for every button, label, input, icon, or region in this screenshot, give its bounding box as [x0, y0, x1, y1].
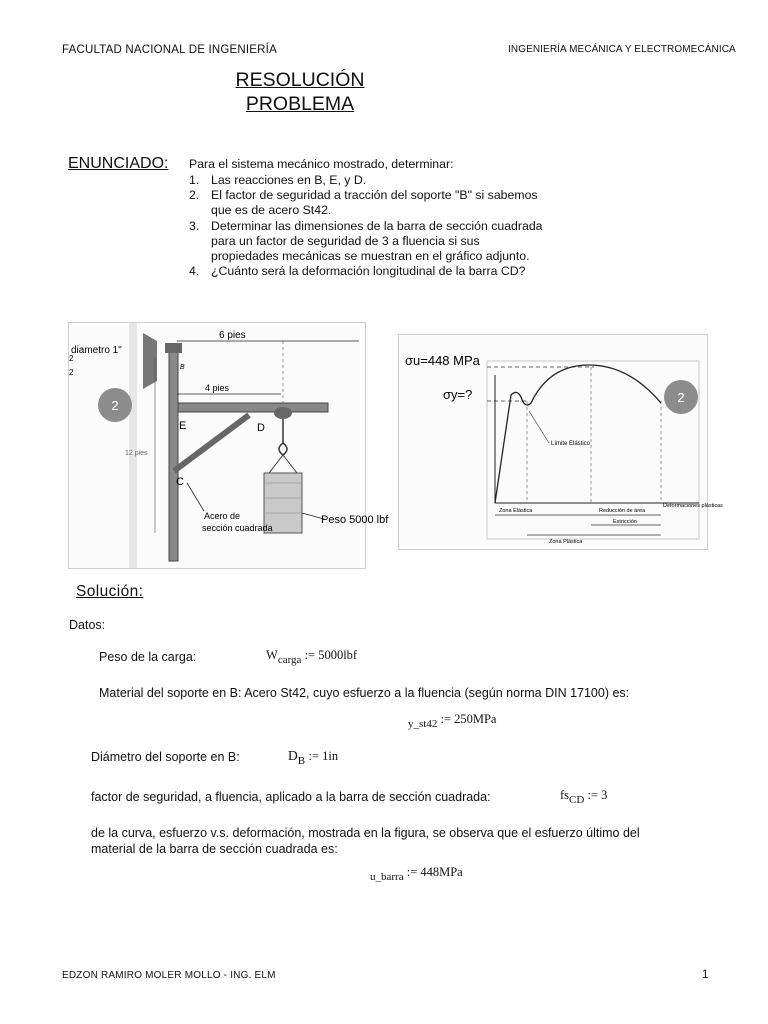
enunciado-item-number: 2. [189, 188, 200, 203]
page-number: 1 [702, 969, 709, 981]
enunciado-list [189, 173, 589, 279]
hook [279, 443, 287, 455]
peso-subscript: carga [277, 654, 302, 666]
header-faculty: FACULTAD NACIONAL DE INGENIERÍA [62, 44, 277, 56]
label-rupture: Estricción [613, 519, 637, 525]
enunciado-item-text [211, 173, 366, 188]
stress-strain-diagram [398, 334, 723, 550]
enunciado-label: ENUNCIADO: [68, 155, 169, 172]
yield-equation [408, 712, 497, 730]
sling-right [283, 455, 297, 473]
enunciado-item [189, 188, 589, 218]
label-material-1: Acero de [204, 511, 241, 521]
enunciado-item-line: El factor de seguridad a tracción del soporte "B" si sabemos [211, 188, 538, 203]
label-4ft: 4 pies [205, 383, 230, 393]
pole-cap [165, 343, 182, 353]
page-title-line2: PROBLEMA [245, 93, 355, 115]
diametro-subscript: B [297, 755, 306, 767]
label-12ft: 12 pies [125, 450, 148, 457]
enunciado-item-line: propiedades mecánicas se muestran en el gráfico adjunto. [211, 249, 530, 264]
yield-value: := 250MPa [440, 712, 497, 726]
peso-symbol: W [266, 648, 278, 662]
enunciado-item [189, 264, 589, 279]
yield-subscript: y_st42 [408, 718, 438, 730]
curve-text-line2: material de la barra de sección cuadrada es: [91, 842, 338, 856]
diametro-symbol: D [288, 748, 298, 763]
label-yield-stress: σy=? [443, 387, 473, 402]
peso-equation [266, 648, 358, 666]
enunciado-item-text [211, 264, 525, 279]
fs-label: factor de seguridad, a fluencia, aplicado a la barra de sección cuadrada: [91, 790, 491, 804]
enunciado-item-line: para un factor de seguridad de 3 a fluencia si sus [211, 233, 480, 248]
label-C: C [176, 476, 184, 488]
peso-value: := 5000lbf [304, 648, 358, 662]
label-B: B [180, 364, 185, 371]
enunciado-item [189, 173, 589, 188]
trolley [274, 407, 292, 419]
limit-leader [529, 411, 549, 443]
label-edge-top: 2 [69, 354, 74, 363]
label-diameter: diametro 1" [71, 345, 122, 356]
label-6ft: 6 pies [219, 330, 246, 341]
diametro-equation [288, 748, 339, 767]
datos-label: Datos: [69, 618, 106, 632]
label-strain-hardening: Deformaciones plásticas [663, 503, 723, 509]
curve-text-line1: de la curva, esfuerzo v.s. deformación, mostrada en la figura, se observa que el esfuerzo último del [91, 826, 640, 840]
stress-strain-curve [495, 365, 661, 503]
fs-value: := 3 [587, 788, 608, 802]
enunciado-item-line: Las reacciones en B, E, y D. [211, 173, 367, 187]
enunciado-intro: Para el sistema mecánico mostrado, determinar: [189, 157, 454, 171]
enunciado-item-number: 3. [189, 218, 200, 233]
fs-subscript: CD [569, 794, 585, 806]
diametro-value: := 1in [308, 749, 339, 763]
label-material-2: sección cuadrada [202, 523, 273, 533]
diametro-label: Diámetro del soporte en B: [91, 750, 240, 764]
material-text: Material del soporte en B: Acero St42, cuyo esfuerzo a la fluencia (según norma DIN 17100) es: [99, 686, 630, 700]
header-department: INGENIERÍA MECÁNICA Y ELECTROMECÁNICA [508, 44, 736, 55]
fs-symbol: fs [560, 788, 570, 802]
footer-author: EDZON RAMIRO MOLER MOLLO - ING. ELM [62, 970, 276, 981]
ultimate-value: := 448MPa [406, 865, 463, 879]
fs-equation [560, 788, 608, 806]
label-weight: Peso 5000 lbf [321, 514, 389, 526]
enunciado-item-text [211, 219, 543, 265]
enunciado-item-number: 1. [189, 173, 200, 187]
enunciado-item-number: 4. [189, 264, 200, 279]
peso-label: Peso de la carga: [99, 650, 197, 664]
ultimate-subscript: u_barra [370, 871, 404, 883]
enunciado-item-line: Determinar las dimensiones de la barra de sección cuadrada [211, 218, 543, 233]
bracket-diagram [68, 322, 389, 569]
label-ultimate-stress: σu=448 MPa [405, 353, 480, 368]
label-zone-plastic: Zona Plástica [549, 539, 583, 545]
label-E: E [179, 420, 187, 432]
horizontal-beam [178, 403, 328, 412]
ultimate-equation [370, 865, 463, 883]
badge-text: 2 [677, 390, 685, 405]
label-D: D [257, 422, 265, 434]
enunciado-item-line: ¿Cuánto será la deformación longitudinal de la barra CD? [211, 264, 526, 279]
enunciado-item-text [211, 188, 538, 218]
page-title-line1: RESOLUCIÓN [235, 69, 365, 91]
vertical-pole [169, 351, 178, 561]
enunciado-item [189, 219, 589, 265]
solucion-label: Solución: [76, 583, 144, 600]
label-zone-elastic: Zona Elástica [499, 508, 533, 514]
material-leader [187, 483, 204, 511]
label-edge-bottom: 2 [69, 368, 74, 377]
enunciado-item-line: que es de acero St42. [211, 203, 332, 218]
label-elastic-limit: Límite Elástico [551, 441, 591, 447]
sling-left [269, 455, 283, 473]
wall [129, 323, 137, 568]
badge-text: 2 [111, 398, 119, 413]
label-reduction: Reducción de área [599, 508, 646, 514]
